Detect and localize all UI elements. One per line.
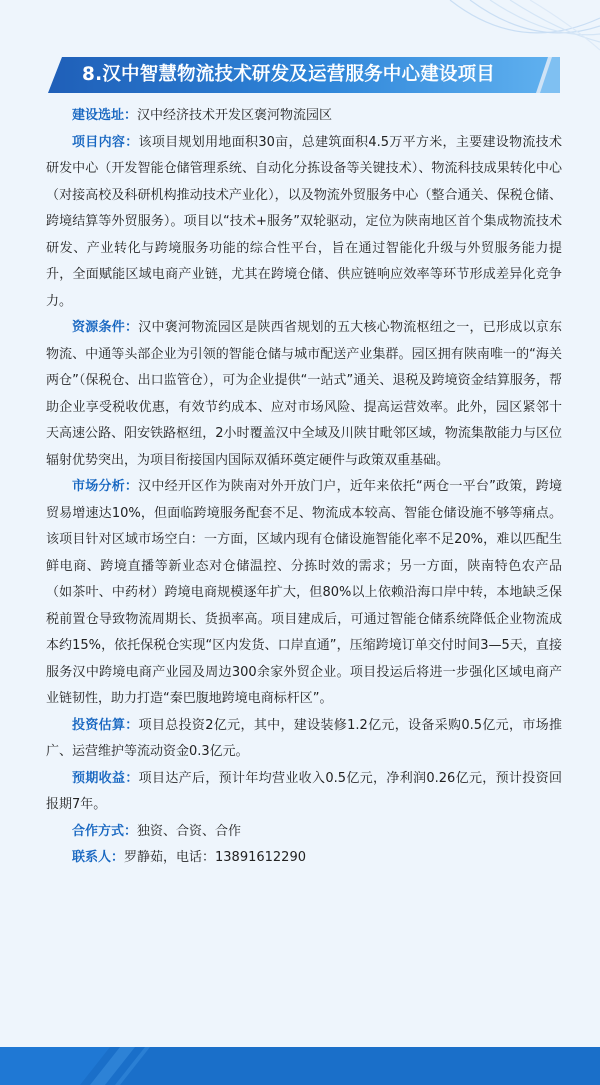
section-text: 项目总投资2亿元，其中，建设装修1.2亿元，设备采购0.5亿元，市场推广、运营维护等流动资金0.3亿元。 — [46, 717, 562, 759]
section-label: 联系人： — [72, 850, 125, 865]
section-text: 该项目规划用地面积30亩，总建筑面积4.5万平方米，主要建设物流技术研发中心（开发智能仓储管理系统、自动化分拣设备等关键技术）、物流科技成果转化中心（对接高校及科研机构推动技术产业化），以及物流外贸服务中心（整合通关、保税仓储、跨境结算等外贸服务）。项目以“技术+服务”双轮驱动，定位为陕南地区首个集成物流技术研发、产业转化与跨境服务功能的综合性平台，旨在通过智能化升级与外贸服务能力提升，全面赋能区域电商产业链，尤其在跨境仓储、供应链响应效率等环节形成差异化竞争力。 — [46, 134, 562, 309]
section-text: 罗静茹，电话：13891612290 — [124, 850, 306, 865]
section-label: 预期收益： — [72, 770, 139, 786]
footer-stripes-decoration — [0, 1047, 600, 1085]
section-label: 合作方式： — [72, 823, 138, 839]
footer-bar — [0, 1047, 600, 1085]
section-resources — [46, 315, 562, 474]
section-label: 投资估算： — [72, 717, 139, 733]
section-market-analysis — [46, 474, 562, 713]
project-details — [46, 103, 562, 872]
section-text: 汉中褒河物流园区是陕西省规划的五大核心物流枢纽之一，已形成以京东物流、中通等头部企业为引领的智能仓储与城市配送产业集群。园区拥有陕南唯一的“海关两仓”（保税仓、出口监管仓），可为企业提供“一站式”通关、退税及跨境资金结算服务，帮助企业享受税收优惠，有效节约成本、应对市场风险、提高运营效率。此外，园区紧邻十天高速公路、阳安铁路枢纽，2小时覆盖汉中全域及川陕甘毗邻区域，物流集散能力与区位辐射优势突出，为项目衔接国内国际双循环奠定硬件与政策双重基础。 — [46, 320, 562, 468]
section-text: 项目达产后，预计年均营业收入0.5亿元，净利润0.26亿元，预计投资回报期7年。 — [46, 770, 562, 812]
section-text: 汉中经开区作为陕南对外开放门户，近年来依托“两仓一平台”政策，跨境贸易增速达10%，但面临跨境服务配套不足、物流成本较高、智能仓储设施不够等痛点。该项目针对区域市场空白：一方面，区域内现有仓储设施智能化率不足20%，难以匹配生鲜电商、跨境直播等新业态对仓储温控、分拣时效的需求；另一方面，陕南特色农产品（如茶叶、中药材）跨境电商规模逐年扩大，但80%以上依赖沿海口岸中转，本地缺乏保税前置仓导致物流周期长、货损率高。项目建成后，可通过智能仓储系统降低企业物流成本约15%，依托保税仓实现“区内发货、口岸直通”，压缩跨境订单交付时间3—5天，直接服务汉中跨境电商产业园及周边300余家外贸企业。项目投运后将进一步强化区域电商产业链韧性，助力打造“秦巴腹地跨境电商标杆区”。 — [46, 479, 562, 706]
section-label: 项目内容： — [72, 134, 139, 150]
section-cooperation — [46, 819, 562, 846]
section-text: 汉中经济技术开发区褒河物流园区 — [137, 108, 333, 123]
section-contact — [46, 845, 562, 872]
page-title: 8.汉中智慧物流技术研发及运营服务中心建设项目 — [82, 64, 496, 85]
title-banner — [48, 57, 560, 93]
section-label: 建设选址： — [72, 108, 138, 123]
section-investment — [46, 713, 562, 766]
section-text: 独资、合资、合作 — [137, 823, 242, 839]
section-content — [46, 130, 562, 316]
section-location — [46, 103, 562, 130]
section-label: 资源条件： — [72, 320, 139, 335]
section-label: 市场分析： — [72, 479, 139, 494]
corner-wave-decoration — [440, 0, 600, 60]
section-expected-returns — [46, 766, 562, 819]
